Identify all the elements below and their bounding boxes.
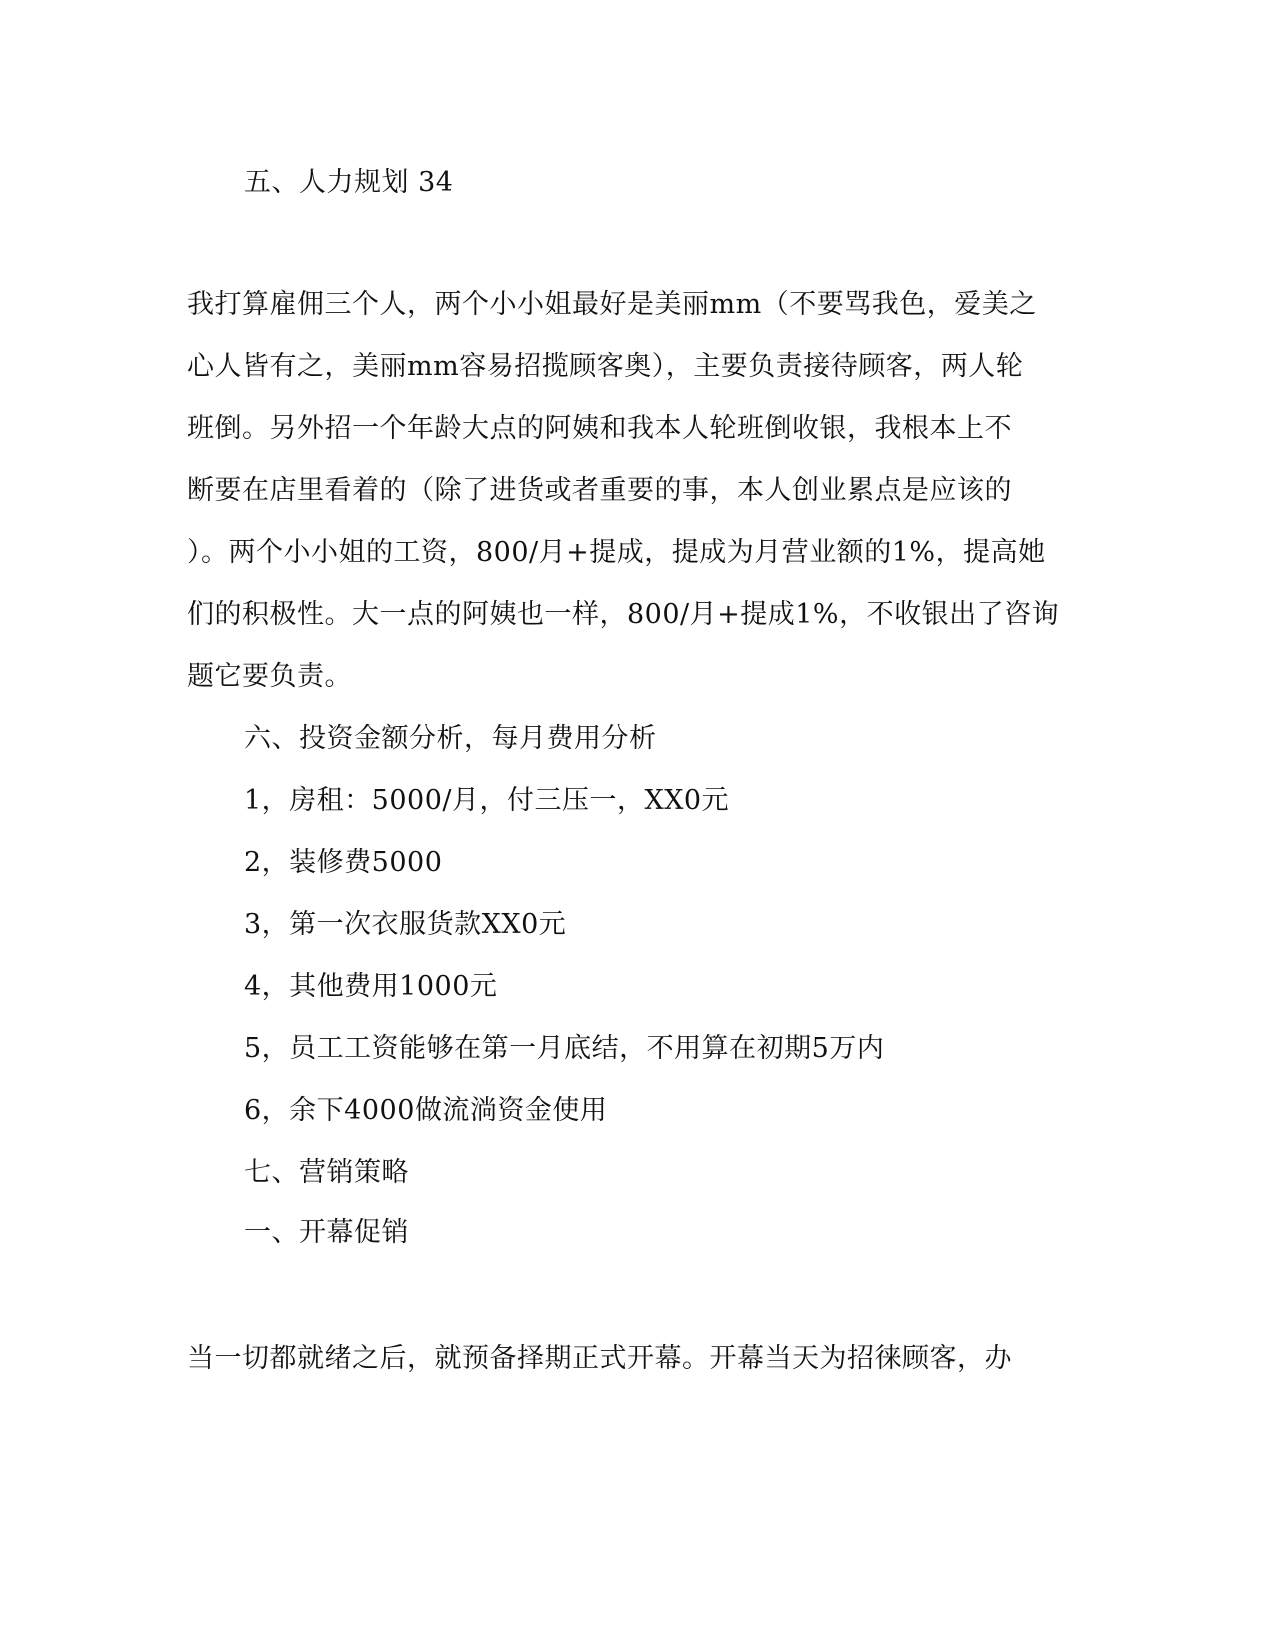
paragraph-line: 断要在店里看着的（除了进货或者重要的事，本人创业累点是应该的 xyxy=(187,475,1012,506)
list-item: 6，余下4000做流淌资金使用 xyxy=(244,1095,608,1126)
list-item: 1，房租：5000/月，付三压一，XX0元 xyxy=(244,785,730,816)
paragraph-line: 我打算雇佣三个人，两个小小姐最好是美丽mm（不要骂我色，爱美之 xyxy=(187,289,1037,320)
section-heading-investment: 六、投资金额分析，每月费用分析 xyxy=(244,723,657,754)
section-heading-hr-planning: 五、人力规划 34 xyxy=(244,167,454,198)
list-item: 2，装修费5000 xyxy=(244,847,443,878)
paragraph-line: 班倒。另外招一个年龄大点的阿姨和我本人轮班倒收银，我根本上不 xyxy=(187,413,1012,444)
section-heading-marketing: 七、营销策略 xyxy=(244,1157,409,1188)
paragraph-line: 当一切都就绪之后，就预备择期正式开幕。开幕当天为招徕顾客，办 xyxy=(187,1343,1012,1374)
paragraph-line: 们的积极性。大一点的阿姨也一样，800/月+提成1%，不收银出了咨询 xyxy=(187,599,1060,630)
list-item: 5，员工工资能够在第一月底结，不用算在初期5万内 xyxy=(244,1033,885,1064)
subsection-heading-opening-promotion: 一、开幕促销 xyxy=(244,1217,409,1248)
paragraph-line: 心人皆有之，美丽mm容易招揽顾客奥），主要负责接待顾客，两人轮 xyxy=(187,351,1024,382)
list-item: 3，第一次衣服货款XX0元 xyxy=(244,909,567,940)
list-item: 4，其他费用1000元 xyxy=(244,971,498,1002)
paragraph-line: ）。两个小小姐的工资，800/月+提成，提成为月营业额的1%，提高她 xyxy=(187,537,1046,568)
paragraph-line: 题它要负责。 xyxy=(187,661,352,692)
